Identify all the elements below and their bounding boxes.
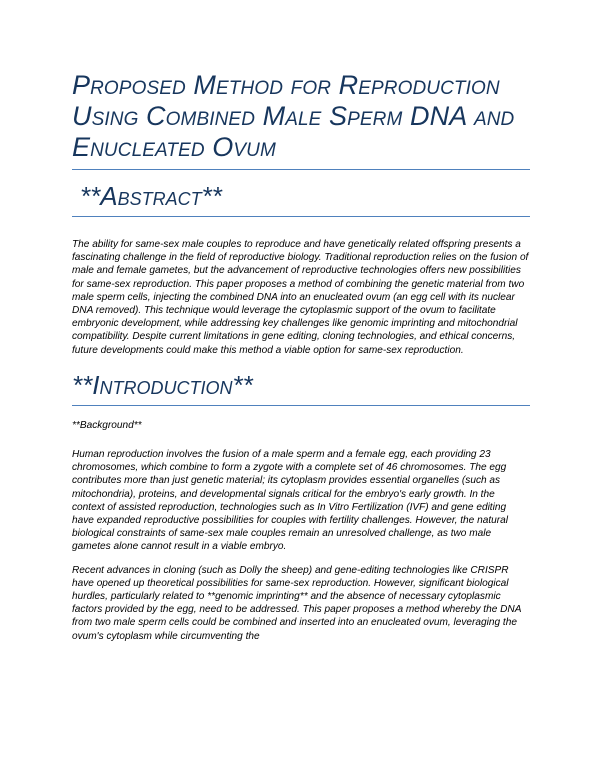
abstract-divider bbox=[72, 216, 530, 217]
introduction-paragraph-2: Recent advances in cloning (such as Dolly the sheep) and gene-editing technologies like CRISPR have opened up theoretical possibilities for same-sex reproduction. However, significant biological hurdles, particularly related to **genomic imprinting** and the absence of necessary cytoplasmic factors provided by the egg, need to be addressed. This paper proposes a method whereby the DNA from two male sperm cells could be combined and inserted into an enucleated ovum, leveraging the ovum's cytoplasm while circumventing the bbox=[72, 564, 522, 642]
title-divider bbox=[72, 169, 530, 170]
introduction-heading: **Introduction** bbox=[72, 369, 253, 400]
background-subheading: **Background** bbox=[72, 419, 142, 431]
abstract-paragraph: The ability for same-sex male couples to reproduce and have genetically related offspring presents a fascinating challenge in the field of reproductive biology. Traditional reproduction relies on the fusion of male and female gametes, but the advancement of reproductive technologies offers new possibilities for same-sex reproduction. This paper proposes a method of combining the genetic material from two male sperm cells, injecting the combined DNA into an enucleated ovum (an egg cell with its nuclear DNA removed). This technique would leverage the cytoplasmic support of the ovum to facilitate embryonic development, while addressing key challenges like genomic imprinting and mitochondrial compatibility. Despite current limitations in gene editing, cloning technologies, and ethical concerns, future developments could make this method a viable option for same-sex reproduction. bbox=[72, 239, 529, 356]
document-title: Proposed Method for Reproduction Using Combined Male Sperm DNA and Enucleated Ovum bbox=[72, 70, 515, 162]
abstract-heading: **Abstract** bbox=[80, 181, 222, 211]
introduction-divider bbox=[72, 405, 530, 406]
introduction-paragraph-1: Human reproduction involves the fusion of a male sperm and a female egg, each providing 23 chromosomes, which combine to form a zygote with a complete set of 46 chromosomes. The egg contributes more than just genetic material; its cytoplasm provides essential organelles (such as mitochondria), proteins, and developmental signals critical for the embryo's early growth. In the context of assisted reproduction, technologies such as In Vitro Fertilization (IVF) and gene editing have expanded reproductive possibilities for couples with fertility challenges. However, the natural biological constraints of same-sex male couples remain an unresolved challenge, as two male gametes alone cannot result in a viable embryo. bbox=[72, 449, 508, 553]
document-page bbox=[72, 70, 530, 643]
